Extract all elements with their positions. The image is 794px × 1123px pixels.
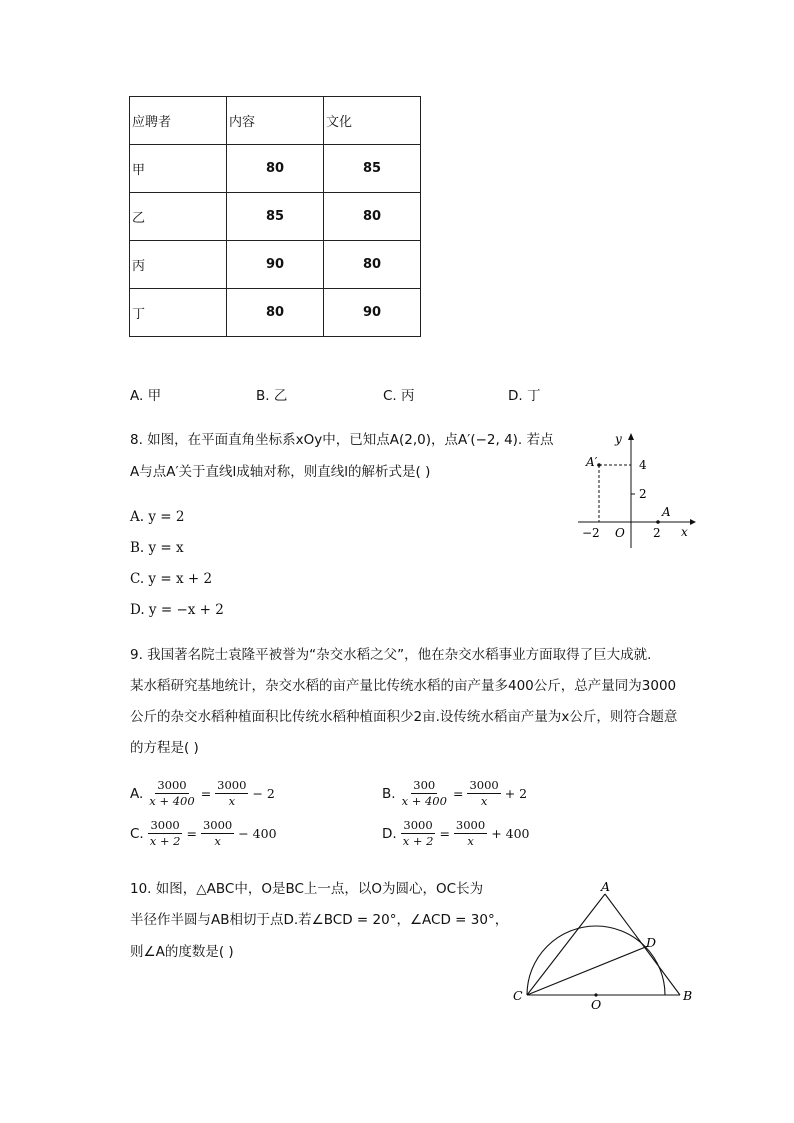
table-cell: 乙	[130, 193, 227, 241]
table-header-cell: 内容	[227, 97, 324, 145]
label-a-prime: A′	[586, 455, 598, 469]
table-header-cell: 应聘者	[130, 97, 227, 145]
fraction-left: $\frac{3000}{x + 400}$	[149, 778, 195, 809]
table-cell: 80	[227, 289, 324, 337]
option-letter: D.	[382, 825, 397, 842]
q7-option-c: C. 丙	[383, 388, 415, 404]
q10-stem-line3: 则∠A的度数是( )	[130, 944, 234, 960]
vertex-label-a: A	[601, 879, 611, 894]
q8-option-c: C. y = x + 2	[130, 571, 213, 587]
fraction-right: $\frac{3000}{x}$	[202, 818, 233, 849]
y-axis-arrow	[628, 433, 634, 440]
option-letter: C.	[130, 825, 144, 842]
table-row	[130, 241, 421, 289]
table-row	[130, 145, 421, 193]
table-header-row	[130, 97, 421, 145]
table-cell: 80	[324, 193, 421, 241]
q8-stem-line2: A与点A′关于直线l成轴对称，则直线l的解析式是( )	[130, 464, 431, 480]
table-cell: 丙	[130, 241, 227, 289]
tick-label-2: 2	[639, 487, 647, 501]
q9-option-d: D. $\frac{3000}{x + 2}$ = $\frac{3000}{x}$ + 400	[382, 818, 530, 849]
q9-option-a: A. $\frac{3000}{x + 400}$ = $\frac{3000}{x}$ − 2	[130, 778, 275, 809]
table-cell: 80	[324, 241, 421, 289]
q9-stem-line4: 的方程是( )	[130, 740, 199, 756]
option-letter: B.	[382, 785, 396, 802]
q9-stem-line3: 公斤的杂交水稻种植面积比传统水稻种植面积少2亩.设传统水稻亩产量为x公斤，则符合题意	[130, 709, 678, 725]
q7-option-d: D. 丁	[508, 388, 541, 404]
fraction-right: $\frac{3000}{x}$	[217, 778, 247, 809]
q8-option-b: B. y = x	[130, 540, 184, 556]
q8-stem-line1: 8. 如图，在平面直角坐标系xOy中，已知点A(2,0)，点A′(−2, 4). 若点	[130, 432, 554, 448]
point-a-prime	[597, 463, 601, 467]
q9-option-b: B. $\frac{300}{x + 400}$ = $\frac{3000}{x}$ + 2	[382, 778, 528, 809]
fraction-left: $\frac{300}{x + 400}$	[401, 778, 447, 809]
q7-option-b: B. 乙	[256, 388, 288, 404]
fraction-left: $\frac{3000}{x + 2}$	[149, 818, 181, 849]
point-label-o: O	[591, 997, 602, 1012]
segment-cd	[527, 946, 648, 995]
q8-coordinate-figure	[572, 428, 697, 553]
label-a: A	[662, 505, 671, 519]
score-table	[129, 96, 421, 337]
q10-stem-line1: 10. 如图，△ABC中，O是BC上一点，以O为圆心，OC长为	[130, 881, 484, 897]
table-cell: 丁	[130, 289, 227, 337]
tick-label-4: 4	[639, 458, 647, 472]
table-cell: 85	[227, 193, 324, 241]
q10-stem-line2: 半径作半圆与AB相切于点D.若∠BCD = 20°，∠ACD = 30°，	[130, 912, 509, 928]
table-row	[130, 289, 421, 337]
table-cell: 85	[324, 145, 421, 193]
vertex-label-c: C	[513, 988, 523, 1003]
table-header-cell: 文化	[324, 97, 421, 145]
q10-geometry-figure	[508, 876, 698, 1016]
q9-stem-line2: 某水稻研究基地统计，杂交水稻的亩产量比传统水稻的亩产量多400公斤，总产量同为3000	[130, 678, 677, 694]
fraction-right: $\frac{3000}{x}$	[455, 818, 486, 849]
tick-label-x2: 2	[653, 526, 661, 540]
origin-label: O	[615, 526, 625, 540]
table-row	[130, 193, 421, 241]
fraction-right: $\frac{3000}{x}$	[469, 778, 499, 809]
semicircle	[527, 926, 665, 995]
segment-ca	[527, 894, 605, 995]
point-a	[656, 520, 660, 524]
tick-label-neg2: −2	[582, 526, 600, 540]
option-letter: A.	[130, 785, 144, 802]
y-axis-label: y	[615, 432, 622, 446]
vertex-label-b: B	[683, 988, 693, 1003]
table-cell: 80	[227, 145, 324, 193]
table-cell: 甲	[130, 145, 227, 193]
table-cell: 90	[227, 241, 324, 289]
q9-option-c: C. $\frac{3000}{x + 2}$ = $\frac{3000}{x}$ − 400	[130, 818, 277, 849]
segment-ab	[605, 894, 680, 995]
x-axis-arrow	[690, 519, 696, 525]
q8-option-a: A. y = 2	[130, 509, 185, 525]
q9-stem-line1: 9. 我国著名院士袁隆平被誉为“杂交水稻之父”，他在杂交水稻事业方面取得了巨大成就.	[130, 647, 652, 663]
table-cell: 90	[324, 289, 421, 337]
fraction-left: $\frac{3000}{x + 2}$	[402, 818, 434, 849]
x-axis-label: x	[681, 525, 688, 539]
q8-option-d: D. y = −x + 2	[130, 602, 224, 618]
q7-option-a: A. 甲	[130, 388, 162, 404]
point-label-d: D	[646, 935, 657, 950]
